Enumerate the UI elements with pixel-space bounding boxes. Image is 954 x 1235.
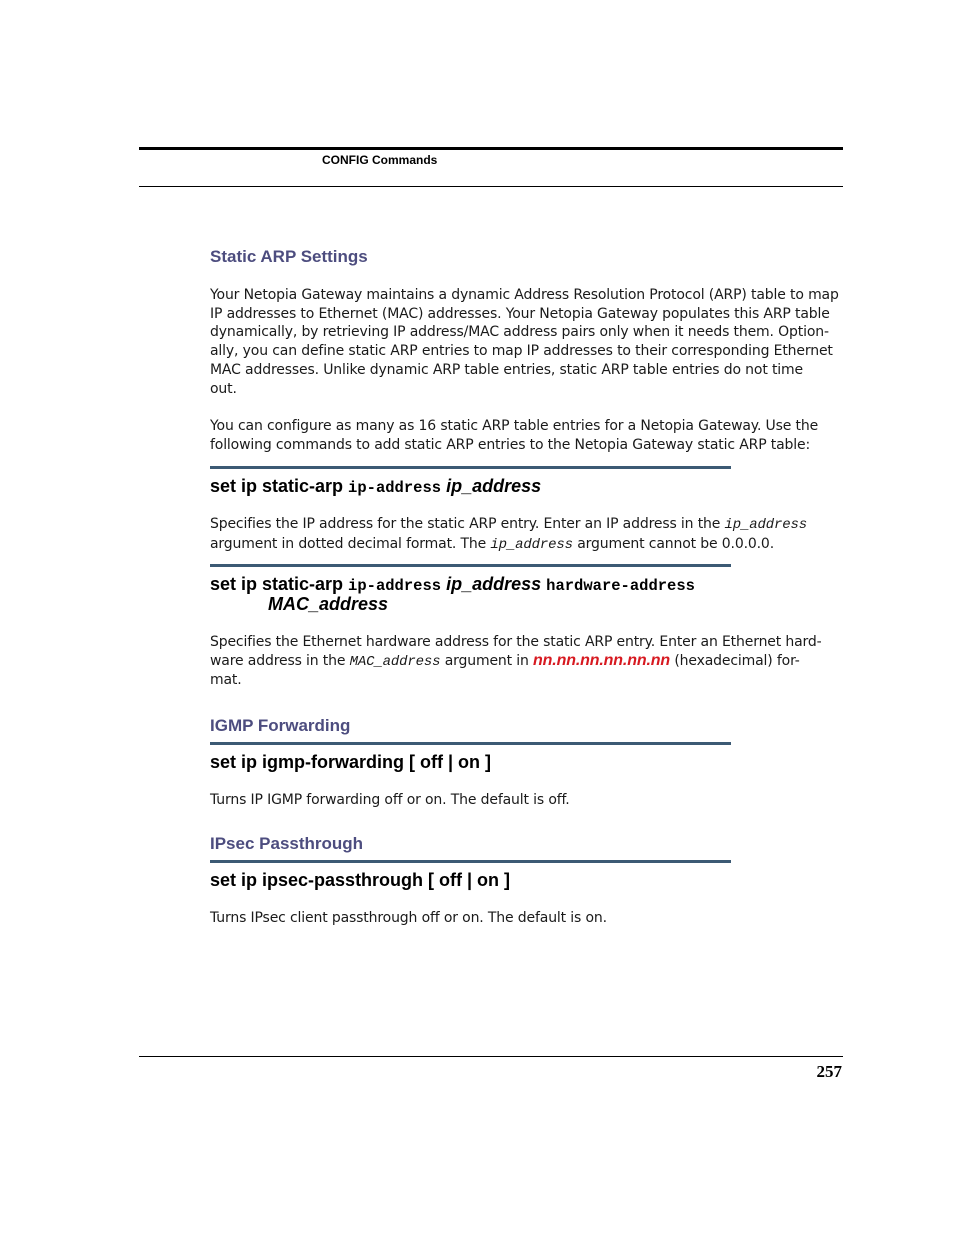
paragraph-line: out. xyxy=(210,380,237,397)
command-description-igmp xyxy=(210,791,826,810)
command-keyword: hardware-address xyxy=(546,577,695,595)
section-heading-ipsec: IPsec Passthrough xyxy=(210,834,364,853)
inline-code: ip_address xyxy=(724,517,808,533)
command-heading-ipsec: set ip ipsec-passthrough [ off | on ] xyxy=(210,870,511,890)
text-run: argument in xyxy=(440,652,534,669)
paragraph-line: You can configure as many as 16 static ARP table entries for a Netopia Gateway. Use the xyxy=(210,418,819,434)
running-header-title: CONFIG Commands xyxy=(322,153,438,167)
command-prefix: set ip static-arp xyxy=(210,574,349,594)
paragraph-line: MAC addresses. Unlike dynamic ARP table entries, static ARP table entries do not time xyxy=(210,361,803,378)
text-run: ware address in the xyxy=(210,652,350,669)
header-rule-thick xyxy=(139,147,843,150)
command-rule xyxy=(210,860,731,863)
command-parameter: ip_address xyxy=(446,574,542,594)
paragraph-line: IP addresses to Ethernet (MAC) addresses. Your Netopia Gateway populates this ARP table xyxy=(210,305,830,322)
section-heading-igmp: IGMP Forwarding xyxy=(210,716,351,735)
command-rule xyxy=(210,564,731,567)
paragraph-line: Your Netopia Gateway maintains a dynamic Address Resolution Protocol (ARP) table to map xyxy=(210,287,839,303)
command-heading-static-arp-ip xyxy=(210,476,541,497)
paragraph-line xyxy=(210,535,826,555)
paragraph-line xyxy=(210,652,826,672)
paragraph-line xyxy=(210,515,826,535)
text-run: argument cannot be 0.0.0.0. xyxy=(572,535,774,552)
text-run: Specifies the IP address for the static ARP entry. Enter an IP address in the xyxy=(210,516,725,532)
paragraph-line: dynamically, by retrieving IP address/MAC address pairs only when it needs them. Option- xyxy=(210,324,829,341)
paragraph-line: Turns IPsec client passthrough off or on. The default is on. xyxy=(210,910,607,926)
section-heading-static-arp: Static ARP Settings xyxy=(210,247,368,266)
paragraph-line: following commands to add static ARP entries to the Netopia Gateway static ARP table: xyxy=(210,436,811,453)
command-parameter: ip_address xyxy=(446,476,542,496)
paragraph-line: ally, you can define static ARP entries to map IP addresses to their corresponding Ethernet xyxy=(210,343,833,360)
command-keyword: ip-address xyxy=(348,479,442,497)
command-heading-continuation xyxy=(268,594,388,615)
header-rule-thin xyxy=(139,186,843,187)
command-rule xyxy=(210,742,731,745)
paragraph-line: Specifies the Ethernet hardware address for the static ARP entry. Enter an Ethernet hard- xyxy=(210,634,822,650)
command-description-static-arp-hw xyxy=(210,633,826,690)
command-heading-static-arp-hw xyxy=(210,574,695,595)
command-description-ipsec xyxy=(210,909,826,928)
static-arp-usage-paragraph xyxy=(210,417,826,454)
inline-code: ip_address xyxy=(490,536,573,553)
command-description-static-arp-ip xyxy=(210,515,826,554)
command-parameter: MAC_address xyxy=(268,594,389,614)
command-prefix: set ip static-arp xyxy=(210,476,349,496)
mac-format-highlight: nn.nn.nn.nn.nn.nn xyxy=(533,651,671,669)
command-rule xyxy=(210,466,731,469)
paragraph-line: mat. xyxy=(210,672,242,689)
command-keyword: ip-address xyxy=(348,577,442,595)
static-arp-intro-paragraph xyxy=(210,286,839,398)
paragraph-line: Turns IP IGMP forwarding off or on. The default is off. xyxy=(210,792,570,808)
inline-code: MAC_address xyxy=(349,653,441,670)
page-number: 257 xyxy=(816,1062,842,1081)
text-run: (hexadecimal) for- xyxy=(670,652,800,669)
footer-rule xyxy=(139,1056,843,1057)
text-run: argument in dotted decimal format. The xyxy=(210,535,491,552)
command-heading-igmp: set ip igmp-forwarding [ off | on ] xyxy=(210,752,492,772)
